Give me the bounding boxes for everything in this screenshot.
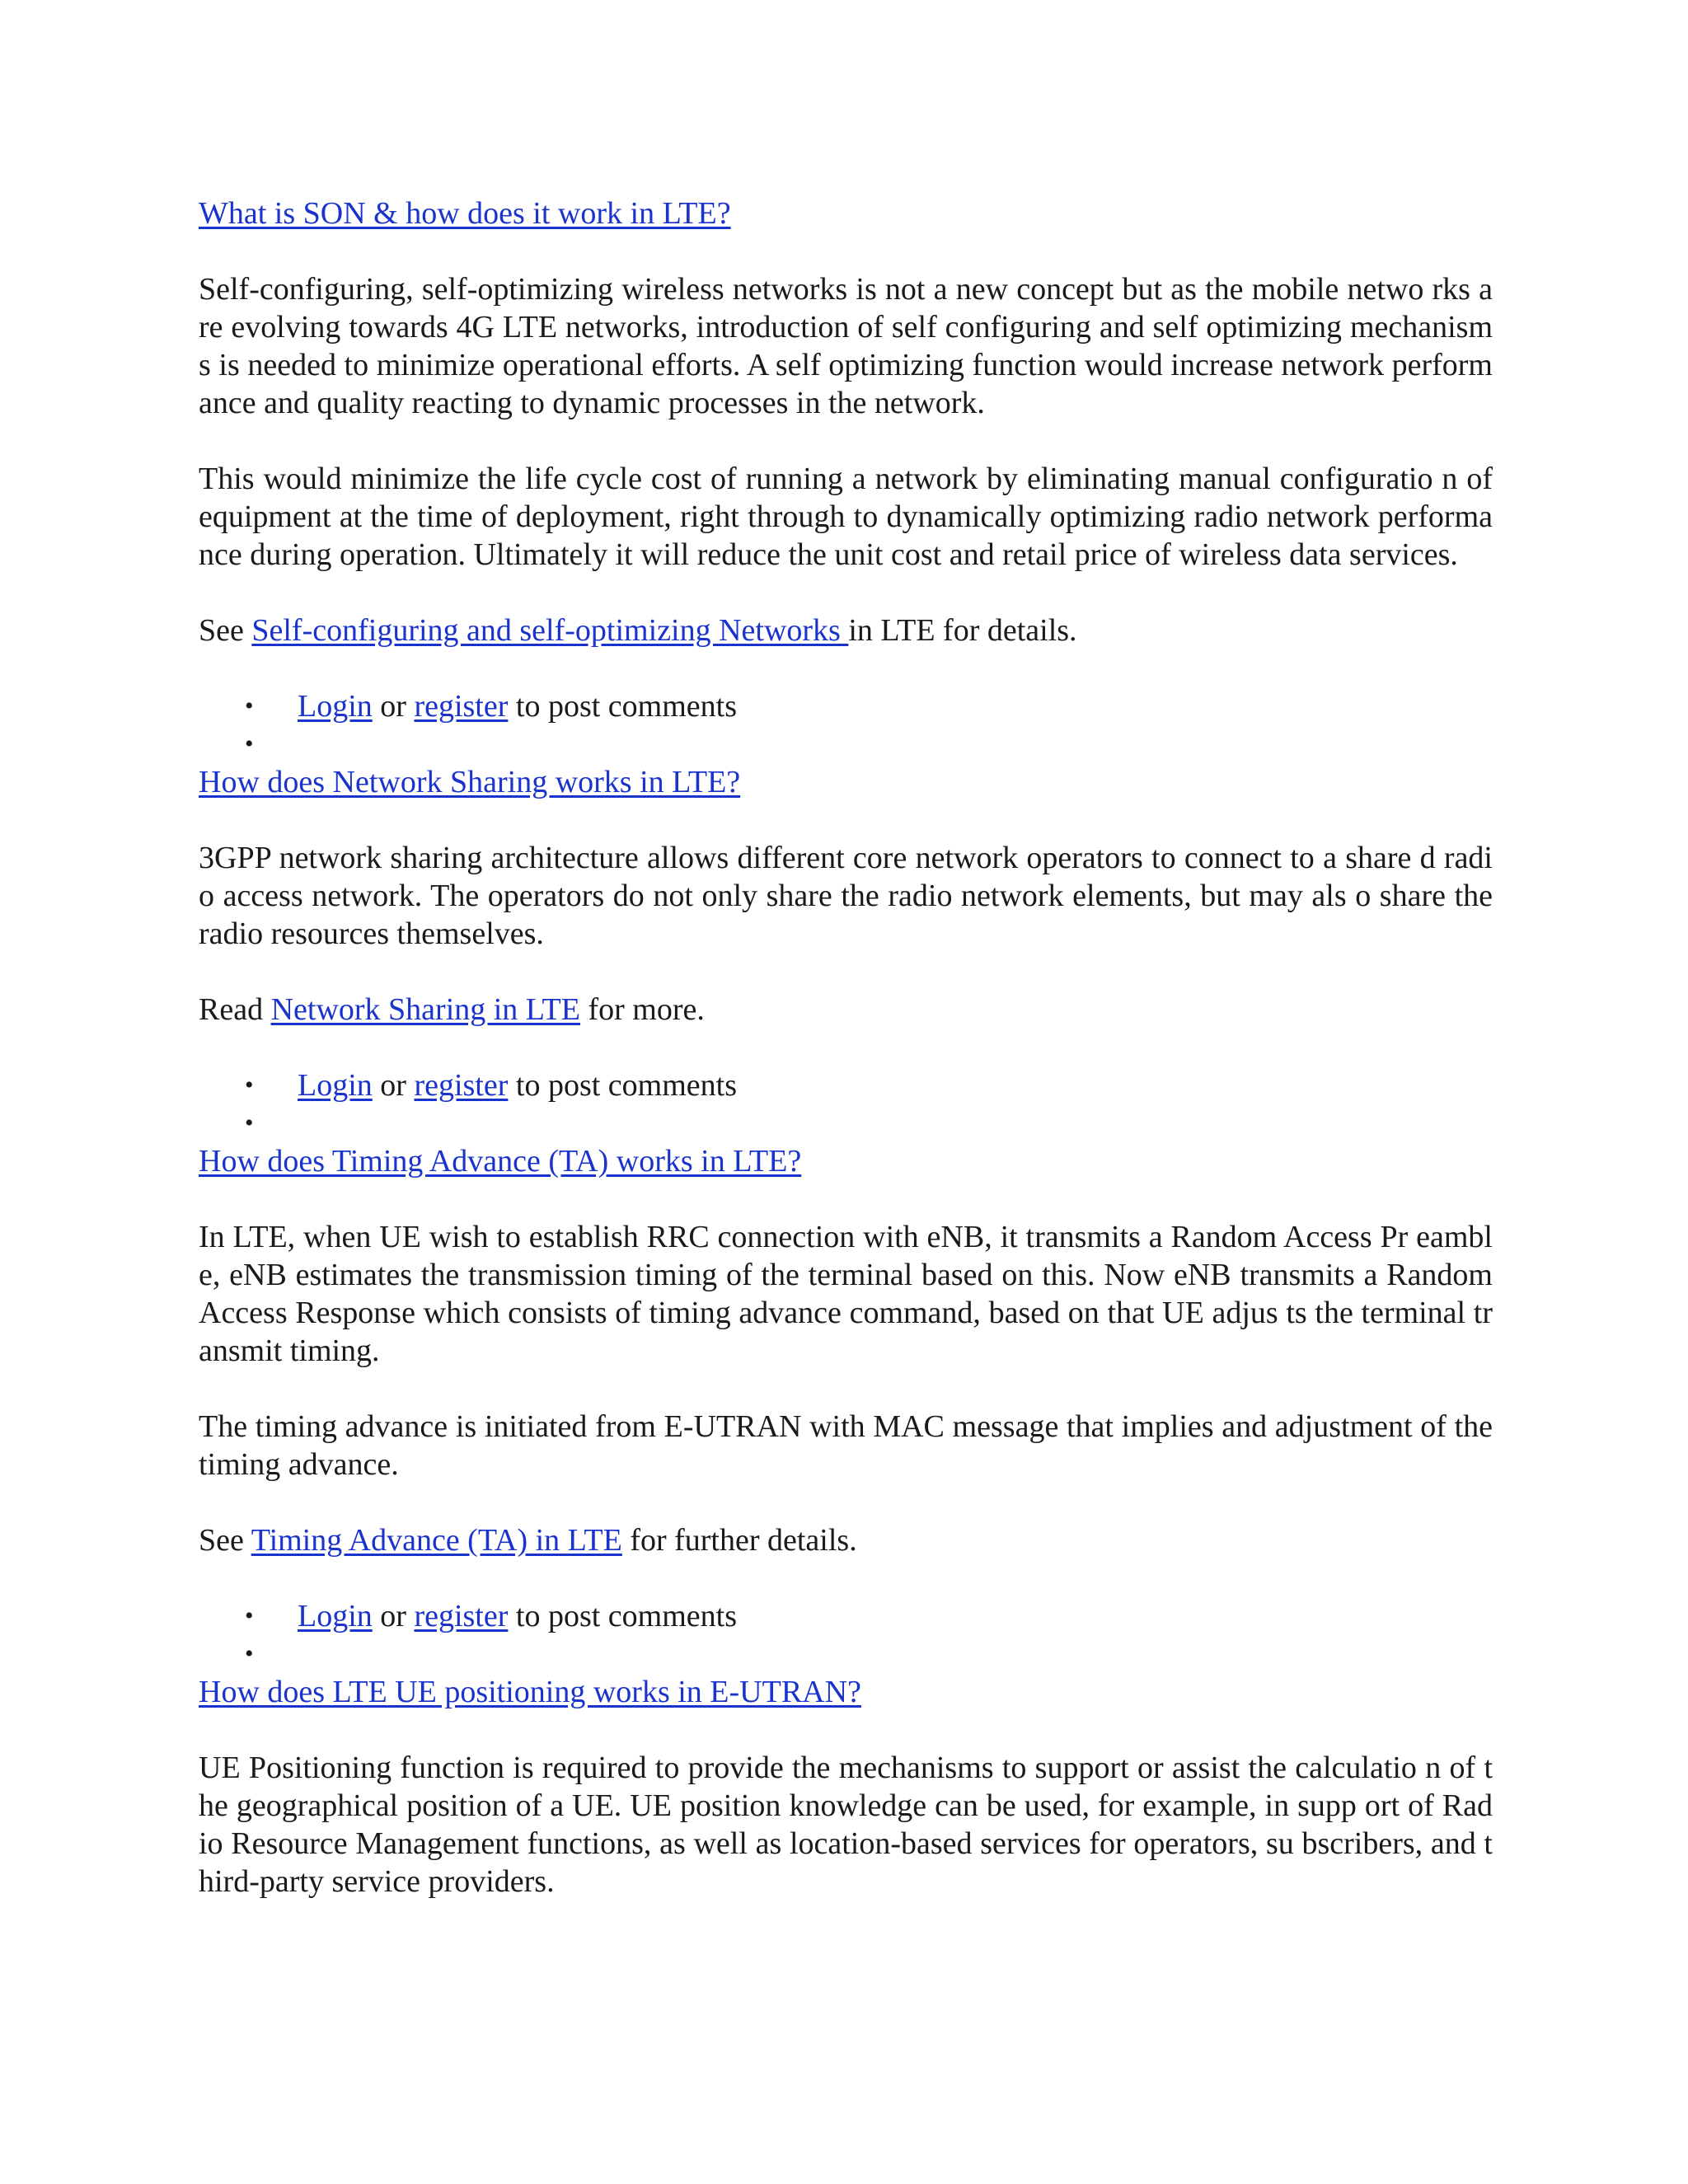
bullet-icon: •: [245, 692, 254, 719]
paragraph: UE Positioning function is required to provide the mechanisms to support or assist the calculatio n of the geographical position of a UE. UE position knowledge can be used, for example, in supp ort of Radio Resource Management functions, as well as location-based services for operators, su bscribers, and third-party service providers.: [199, 1750, 1493, 1899]
see-link[interactable]: Network Sharing in LTE: [270, 992, 580, 1027]
paragraph: The timing advance is initiated from E-UTRAN with MAC message that implies and adjustment of the timing advance.: [199, 1409, 1493, 1482]
or-text: or: [372, 1599, 415, 1633]
bullet-icon: •: [245, 1109, 254, 1137]
see-suffix: for more.: [579, 992, 705, 1027]
see-prefix: See: [199, 613, 252, 648]
paragraph: 3GPP network sharing architecture allows different core network operators to connect to a share d radio access network. The operators do not only share the radio network elements, but may als o share the radio resources themselves.: [199, 841, 1493, 951]
comment-links: [199, 1066, 1493, 1142]
see-suffix: for further details.: [621, 1523, 857, 1558]
comment-links: [199, 687, 1493, 763]
section-title-link[interactable]: How does Network Sharing works in LTE?: [199, 765, 741, 799]
section-title-link[interactable]: How does Timing Advance (TA) works in LTE?: [199, 1144, 802, 1179]
section-title-link[interactable]: What is SON & how does it work in LTE?: [199, 196, 731, 231]
comment-links: [199, 1597, 1493, 1673]
post-comments-text: to post comments: [508, 1068, 737, 1103]
bullet-icon: •: [245, 730, 254, 757]
bullet-icon: •: [245, 1602, 254, 1629]
see-line: [199, 1521, 1493, 1559]
post-comments-text: to post comments: [508, 689, 737, 724]
comment-item-empty: [199, 1104, 1493, 1142]
or-text: or: [372, 1068, 415, 1103]
bullet-icon: •: [245, 1071, 254, 1099]
section-title-link[interactable]: How does LTE UE positioning works in E-UTRAN?: [199, 1675, 861, 1709]
register-link[interactable]: register: [414, 1599, 509, 1633]
or-text: or: [372, 689, 415, 724]
paragraph: In LTE, when UE wish to establish RRC connection with eNB, it transmits a Random Access Pr eamble, eNB estimates the transmission timing of the terminal based on this. Now eNB transmits a Random Access Response which consists of timing advance command, based on that UE adjus ts the terminal transmit timing.: [199, 1220, 1493, 1368]
document-page: [199, 194, 1493, 1900]
paragraph: This would minimize the life cycle cost of running a network by eliminating manual configuratio n of equipment at the time of deployment, right through to dynamically optimizing radio network performance during operation. Ultimately it will reduce the unit cost and retail price of wireless data services.: [199, 462, 1493, 572]
login-link[interactable]: Login: [298, 1068, 373, 1103]
comment-item-empty: [199, 1635, 1493, 1673]
see-prefix: See: [199, 1523, 251, 1558]
comment-item-empty: [199, 725, 1493, 763]
register-link[interactable]: register: [414, 1068, 509, 1103]
see-prefix: Read: [199, 992, 271, 1027]
see-suffix: in LTE for details.: [848, 613, 1077, 648]
paragraph: Self-configuring, self-optimizing wireless networks is not a new concept but as the mobile netwo rks are evolving towards 4G LTE networks, introduction of self configuring and self optimizing mechanisms is needed to minimize operational efforts. A self optimizing function would increase network performance and quality reacting to dynamic processes in the network.: [199, 272, 1493, 420]
see-link[interactable]: Timing Advance (TA) in LTE: [251, 1523, 622, 1558]
see-link[interactable]: Self-configuring and self-optimizing Networks: [251, 613, 849, 648]
comment-item: [199, 1066, 1493, 1104]
login-link[interactable]: Login: [298, 1599, 373, 1633]
see-line: [199, 612, 1493, 649]
login-link[interactable]: Login: [298, 689, 373, 724]
see-line: [199, 991, 1493, 1029]
comment-item: [199, 687, 1493, 725]
comment-item: [199, 1597, 1493, 1635]
register-link[interactable]: register: [414, 689, 509, 724]
bullet-icon: •: [245, 1640, 254, 1667]
post-comments-text: to post comments: [508, 1599, 737, 1633]
